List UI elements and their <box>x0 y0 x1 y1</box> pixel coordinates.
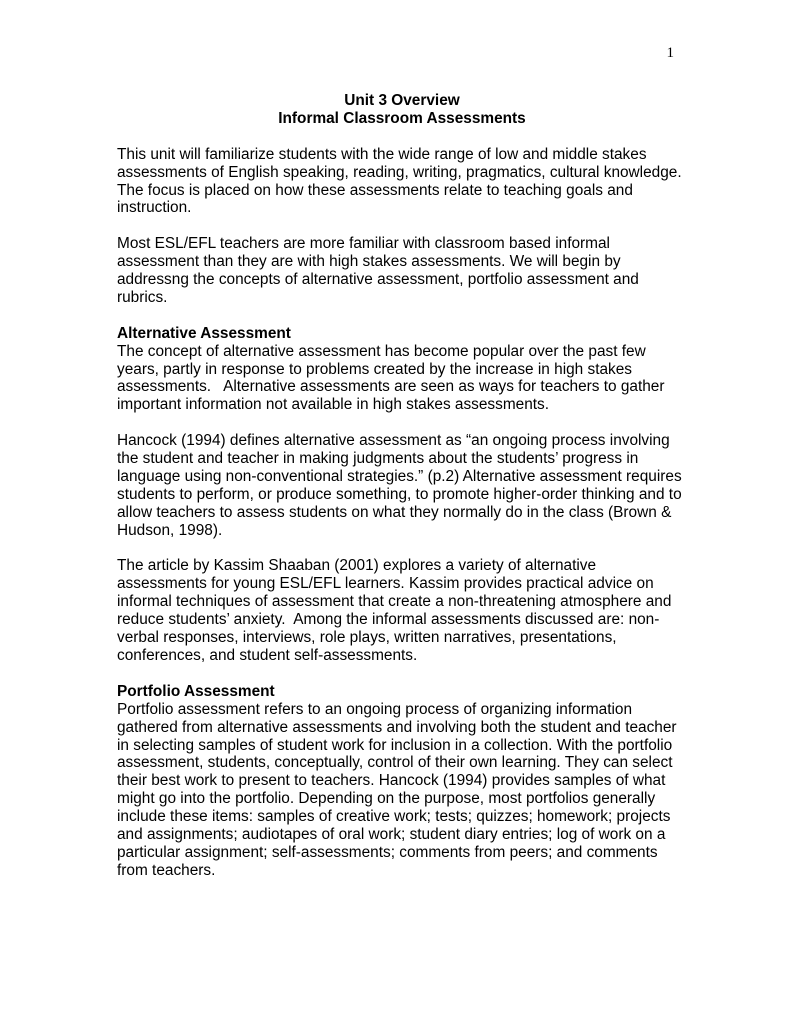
spacer <box>117 128 687 146</box>
document-title: Informal Classroom Assessments <box>278 109 526 127</box>
alternative-assessment-heading: Alternative Assessment <box>117 324 291 342</box>
unit-title: Unit 3 Overview <box>344 92 460 109</box>
alternative-assessment-section <box>117 325 687 415</box>
portfolio-paragraph-1: Portfolio assessment refers to an ongoing process of organizing information gathered from alternative assessments and involving both the student and teacher in selecting samples of student work for inclusion in a collection. With the portfolio assessment, students, conceptually, control of their own learning. They can select their best work to present to teachers. Hancock (1994) provides samples of what might go into the portfolio. Depending on the purpose, most portfolios generally include these items: samples of creative work; tests; quizzes; homework; projects and assignments; audiotapes of oral work; student diary entries; log of work on a particular assignment; self-assessments; comments from peers; and comments from teachers. <box>117 700 681 879</box>
title-block <box>117 92 687 128</box>
page-number: 1 <box>666 45 674 61</box>
alternative-paragraph-2: Hancock (1994) defines alternative assessment as “an ongoing process involving the student and teacher in making judgments about the students’ progress in language using non-conventional strategies.” (p.2) Alternative assessment requires students to perform, or produce something, to promote higher-order thinking and to allow teachers to assess students on what they normally do in the class (Brown & Hudson, 1998). <box>117 432 686 539</box>
intro-paragraph-2: Most ESL/EFL teachers are more familiar with classroom based informal assessment than they are with high stakes assessments. We will begin by addressng the concepts of alternative assessment, portfolio assessment and rubrics. <box>117 235 644 306</box>
portfolio-assessment-heading: Portfolio Assessment <box>117 682 275 700</box>
intro-paragraph-1: This unit will familiarize students with the wide range of low and middle stakes assessments of English speaking, reading, writing, pragmatics, cultural knowledge. The focus is placed on how these assessments relate to teaching goals and instruction. <box>117 145 686 217</box>
portfolio-assessment-section <box>117 683 687 880</box>
alternative-paragraph-1: The concept of alternative assessment has become popular over the past few years, partly in response to problems created by the increase in high stakes assessments. Alternative assessments are seen as ways for teachers to gather important information not available in high stakes assessments. <box>117 342 669 414</box>
alternative-paragraph-3: The article by Kassim Shaaban (2001) explores a variety of alternative assessments for young ESL/EFL learners. Kassim provides practical advice on informal techniques of assessment that create a non-threatening atmosphere and reduce students’ anxiety. Among the informal assessments discussed are: non-verbal responses, interviews, role plays, written narratives, presentations, conferences, and student self-assessments. <box>117 557 676 665</box>
document-body <box>117 92 687 898</box>
